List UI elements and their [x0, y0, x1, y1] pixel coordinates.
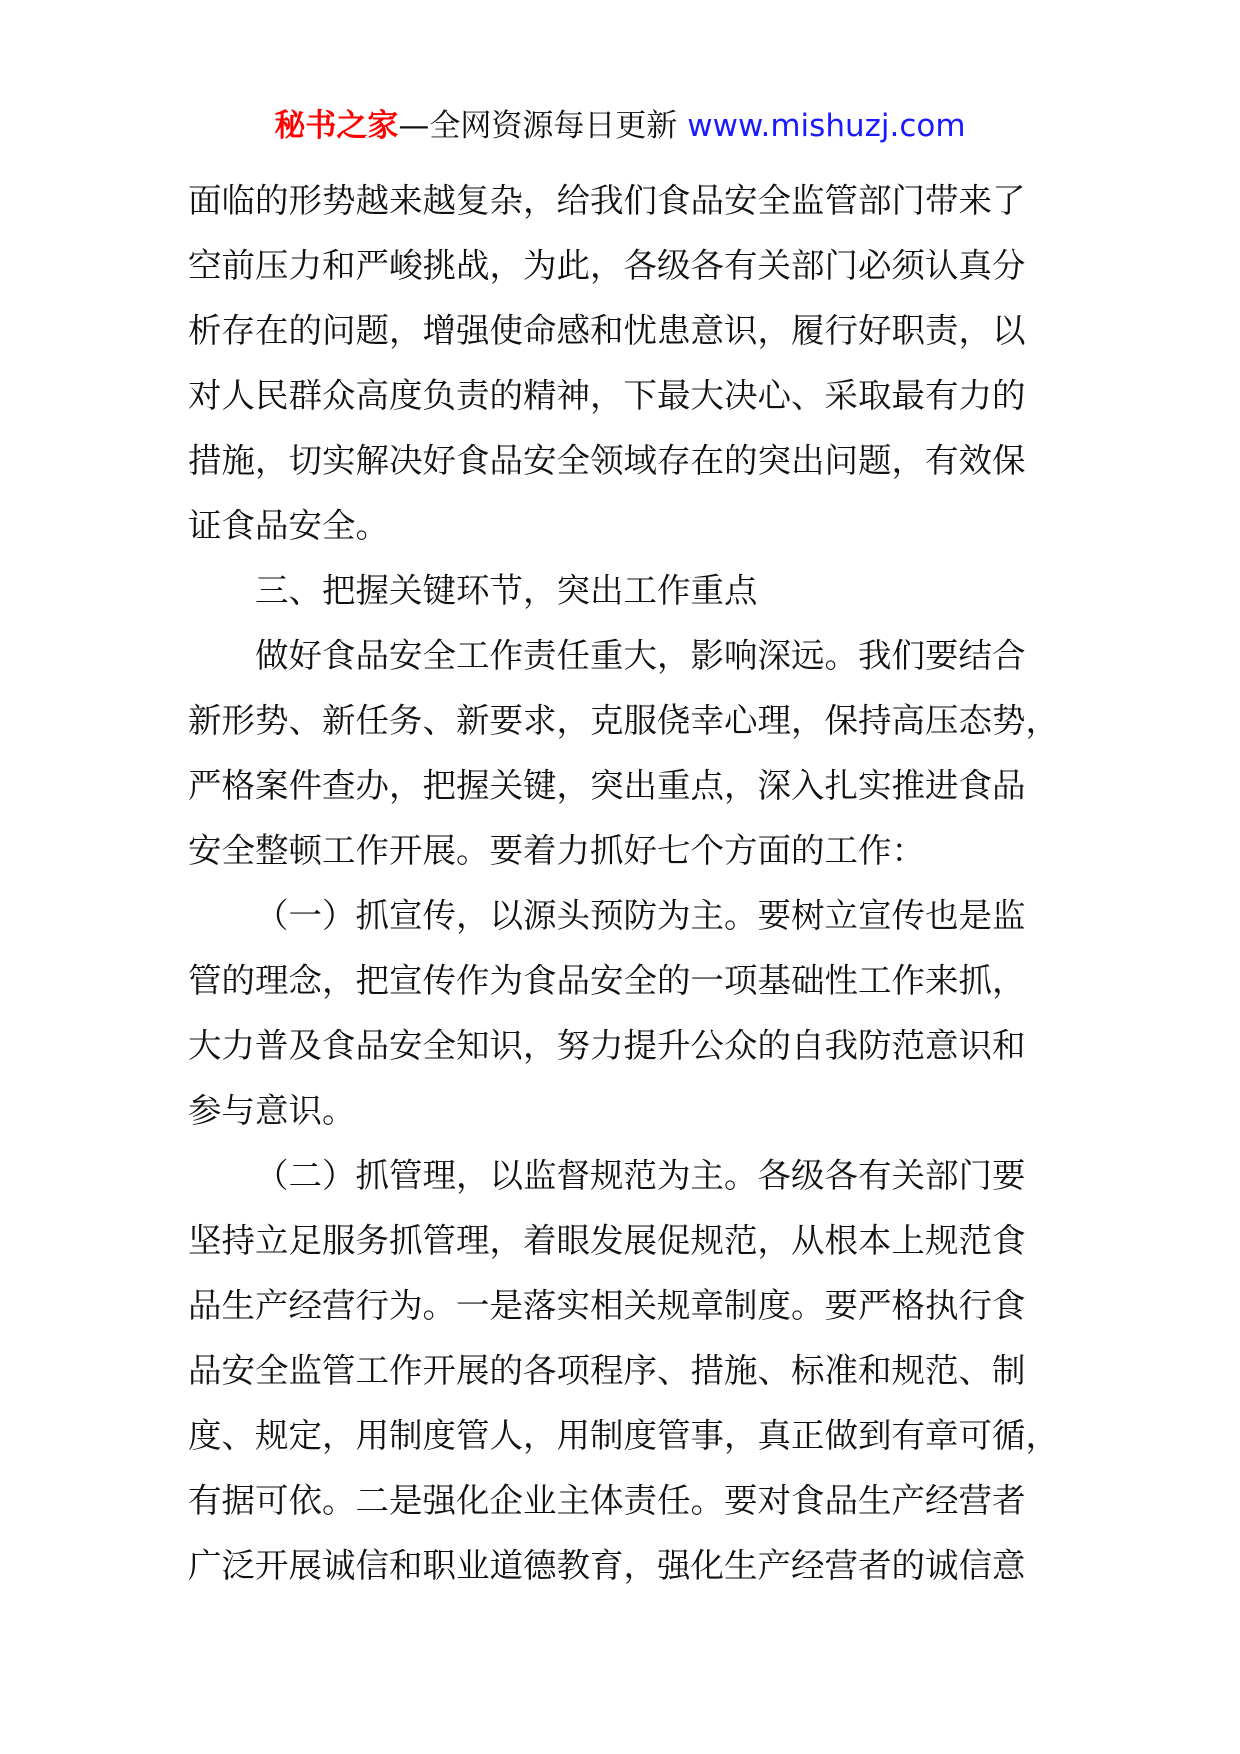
body-line: 大力普及食品安全知识，努力提升公众的自我防范意识和 [188, 1026, 1026, 1065]
body-line: 品安全监管工作开展的各项程序、措施、标准和规范、制 [188, 1351, 1026, 1390]
document-header [0, 104, 1240, 148]
site-brand: 秘书之家 [274, 108, 399, 144]
body-line: 广泛开展诚信和职业道德教育，强化生产经营者的诚信意 [188, 1546, 1026, 1585]
paragraph-start: 做好食品安全工作责任重大，影响深远。我们要结合 [255, 636, 1026, 675]
body-line: 面临的形势越来越复杂，给我们食品安全监管部门带来了 [188, 181, 1026, 220]
body-line: 安全整顿工作开展。要着力抓好七个方面的工作： [188, 831, 925, 870]
body-line: 品生产经营行为。一是落实相关规章制度。要严格执行食 [188, 1286, 1026, 1325]
body-line: 证食品安全。 [188, 506, 389, 545]
body-line: 参与意识。 [188, 1091, 356, 1130]
body-line: 有据可依。二是强化企业主体责任。要对食品生产经营者 [188, 1481, 1026, 1520]
body-line: 对人民群众高度负责的精神，下最大决心、采取最有力的 [188, 376, 1026, 415]
body-line: 严格案件查办，把握关键，突出重点，深入扎实推进食品 [188, 766, 1026, 805]
body-line: 管的理念，把宣传作为食品安全的一项基础性工作来抓， [188, 961, 1026, 1000]
body-line: 措施，切实解决好食品安全领域存在的突出问题，有效保 [188, 441, 1026, 480]
paragraph-start: （一）抓宣传，以源头预防为主。要树立宣传也是监 [255, 896, 1026, 935]
body-line: 坚持立足服务抓管理，着眼发展促规范，从根本上规范食 [188, 1221, 1026, 1260]
body-line: 空前压力和严峻挑战，为此，各级各有关部门必须认真分 [188, 246, 1026, 285]
paragraph-start: （二）抓管理，以监督规范为主。各级各有关部门要 [255, 1156, 1026, 1195]
body-line: 析存在的问题，增强使命感和忧患意识，履行好职责，以 [188, 311, 1026, 350]
body-line: 新形势、新任务、新要求，克服侥幸心理，保持高压态势， [188, 701, 1059, 740]
body-line: 度、规定，用制度管人，用制度管事，真正做到有章可循， [188, 1416, 1059, 1455]
site-slogan: —全网资源每日更新 [398, 108, 678, 144]
document-body [188, 168, 1088, 1598]
section-heading: 三、把握关键环节，突出工作重点 [255, 571, 758, 610]
site-url-link[interactable]: www.mishuzj.com [687, 108, 966, 144]
